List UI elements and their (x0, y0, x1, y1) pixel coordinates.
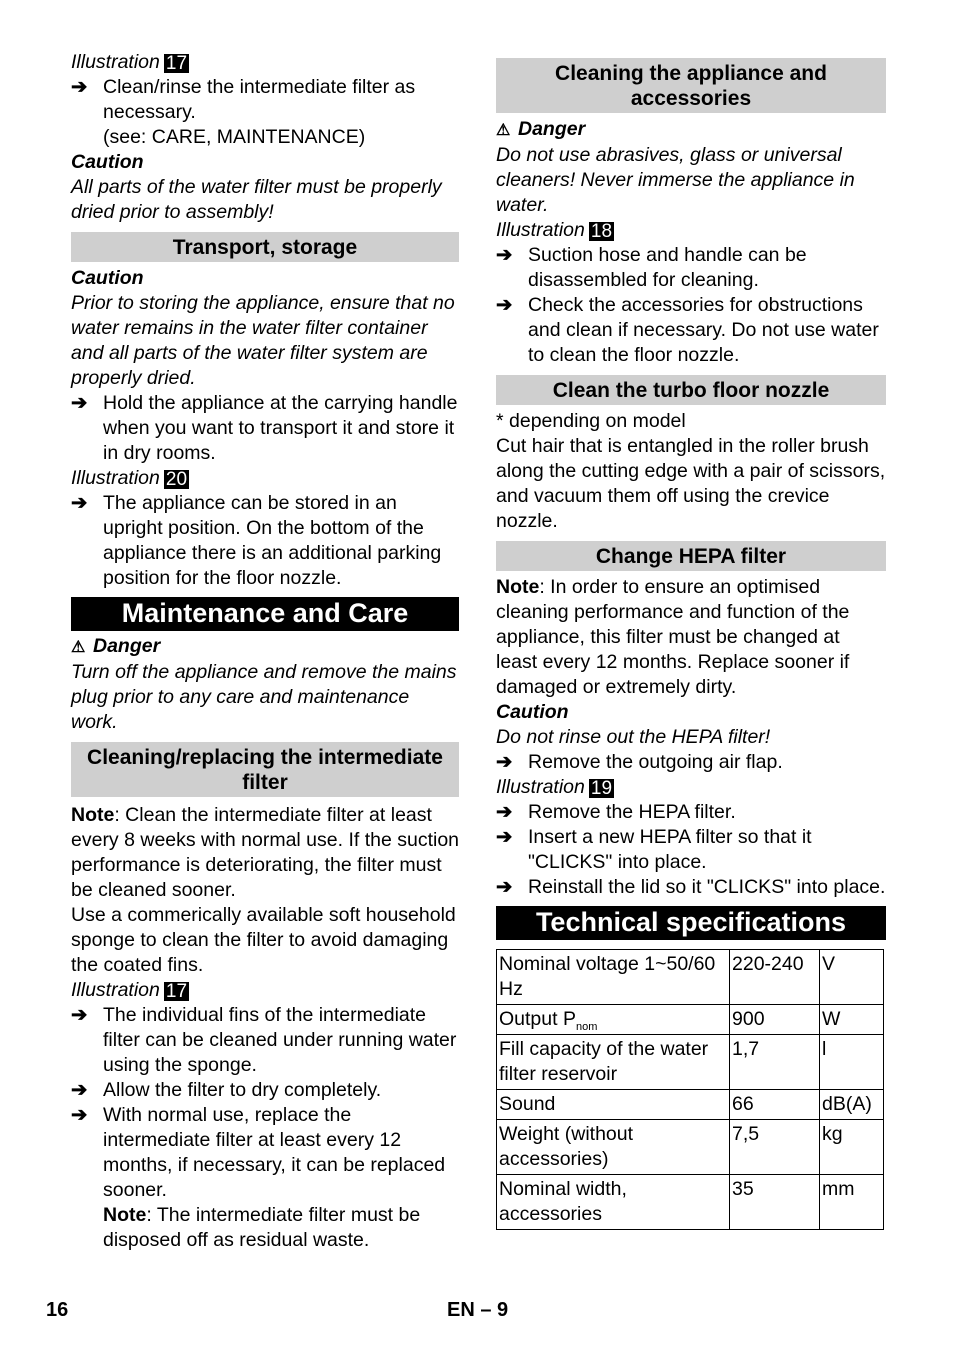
caution-text: Prior to storing the appliance, ensure that no water remains in the water filter container and all parts of the water filter system are properly dried. (71, 292, 455, 389)
spec-name: Fill capacity of the water filter reservoir (497, 1035, 730, 1090)
list-item: ➔ Remove the outgoing air flap. (496, 751, 783, 773)
figure-number: 17 (165, 53, 188, 74)
right-column (496, 50, 886, 1230)
list-item: ➔ The individual fins of the intermediate filter can be cleaned under running water using the sponge. (71, 1004, 457, 1076)
list-item: ➔ Remove the HEPA filter. (496, 801, 736, 823)
language-page-label: EN – 9 (447, 1299, 509, 1321)
table-row (497, 1035, 884, 1090)
list-item: ➔ Check the accessories for obstructions and clean if necessary. Do not use water to clean the floor nozzle. (496, 294, 879, 366)
caution-title: Caution (496, 701, 569, 723)
section-heading-transport: Transport, storage (71, 232, 459, 262)
spec-name: Weight (without accessories) (497, 1120, 730, 1175)
section-heading-cleaning-filter: Cleaning/replacing the intermediate filter (71, 742, 459, 797)
arrow-icon: ➔ (496, 876, 513, 898)
figure-number: 18 (590, 221, 613, 242)
danger-text: Do not use abrasives, glass or universal cleaners! Never immerse the appliance in water. (496, 144, 855, 216)
spec-unit: kg (820, 1120, 884, 1175)
caution-title: Caution (71, 151, 144, 173)
left-column (71, 50, 459, 1253)
danger-title: ⚠ Danger (496, 117, 886, 143)
list-item: ➔ Allow the filter to dry completely. (71, 1079, 382, 1101)
spec-name: Nominal voltage 1~50/60 Hz (497, 950, 730, 1005)
list-item: ➔ The appliance can be stored in an upright position. On the bottom of the appliance there is an additional parking position for the floor nozzle. (71, 492, 442, 589)
spec-unit: V (820, 950, 884, 1005)
arrow-icon: ➔ (496, 244, 513, 266)
arrow-icon: ➔ (71, 1104, 88, 1126)
figure-number: 20 (165, 469, 188, 490)
list-item: ➔ Clean/rinse the intermediate filter as necessary. (see: CARE, MAINTENANCE) (71, 76, 416, 148)
illustration-ref: Illustration 17 (71, 979, 188, 1002)
warning-icon: ⚠ (496, 122, 511, 139)
spec-value: 7,5 (730, 1120, 820, 1175)
section-heading-turbo: Clean the turbo floor nozzle (496, 375, 886, 405)
danger-title: ⚠ Danger (71, 634, 459, 660)
spec-name: Output $P_{nom}$ (497, 1005, 730, 1035)
list-item: ➔ Hold the appliance at the carrying handle when you want to transport it and store it in dry rooms. (71, 392, 458, 464)
spec-name: Nominal width, accessories (497, 1175, 730, 1230)
spec-value: 35 (730, 1175, 820, 1230)
arrow-icon: ➔ (496, 826, 513, 848)
arrow-icon: ➔ (71, 76, 88, 98)
sponge-paragraph: Use a commerically available soft household sponge to clean the filter to avoid damaging the coated fins. (71, 904, 456, 976)
chapter-heading-maintenance: Maintenance and Care (71, 597, 459, 631)
table-row (497, 1120, 884, 1175)
spec-unit: l (820, 1035, 884, 1090)
illustration-ref: Illustration 20 (71, 467, 188, 490)
spec-value: 66 (730, 1090, 820, 1120)
illustration-ref: Illustration 18 (496, 219, 613, 242)
spec-value: 900 (730, 1005, 820, 1035)
section-heading-hepa: Change HEPA filter (496, 541, 886, 571)
table-row (497, 1005, 884, 1035)
arrow-icon: ➔ (71, 1079, 88, 1101)
spec-name: Sound (497, 1090, 730, 1120)
arrow-icon: ➔ (496, 294, 513, 316)
list-item: ➔ Suction hose and handle can be disassembled for cleaning. (496, 244, 807, 291)
cut-hair-paragraph: Cut hair that is entangled in the roller brush along the cutting edge with a pair of scissors, and vacuum them off using the crevice nozzle. (496, 435, 886, 532)
list-item: ➔ Reinstall the lid so it "CLICKS" into place. (496, 876, 886, 898)
arrow-icon: ➔ (496, 801, 513, 823)
spec-value: 220-240 (730, 950, 820, 1005)
arrow-icon: ➔ (71, 392, 88, 414)
spec-unit: W (820, 1005, 884, 1035)
spec-unit: mm (820, 1175, 884, 1230)
depending-note: * depending on model (496, 410, 686, 432)
caution-text: Do not rinse out the HEPA filter! (496, 726, 771, 748)
spec-table (496, 949, 884, 1230)
caution-title: Caution (71, 267, 144, 289)
arrow-icon: ➔ (71, 492, 88, 514)
spec-value: 1,7 (730, 1035, 820, 1090)
illustration-ref: Illustration 17 (71, 51, 188, 74)
arrow-icon: ➔ (71, 1004, 88, 1026)
figure-number: 19 (590, 778, 613, 799)
chapter-heading-technical: Technical specifications (496, 906, 886, 940)
section-heading-cleaning-appliance: Cleaning the appliance and accessories (496, 58, 886, 113)
page-number: 16 (46, 1299, 69, 1321)
list-item: ➔ With normal use, replace the intermediate filter at least every 12 months, if necessary, it can be replaced sooner. Note: The intermediate filter must be disposed off as residual waste. (71, 1104, 446, 1251)
list-item: ➔ Insert a new HEPA filter so that it "CLICKS" into place. (496, 826, 812, 873)
spec-unit: dB(A) (820, 1090, 884, 1120)
danger-text: Turn off the appliance and remove the mains plug prior to any care and maintenance work. (71, 661, 457, 733)
illustration-ref: Illustration 19 (496, 776, 613, 799)
table-row (497, 950, 884, 1005)
warning-icon: ⚠ (71, 639, 86, 656)
table-row (497, 1175, 884, 1230)
arrow-icon: ➔ (496, 751, 513, 773)
figure-number: 17 (165, 981, 188, 1002)
note-paragraph: Note: In order to ensure an optimised cleaning performance and function of the appliance, this filter must be changed at least every 12 months. Replace sooner if damaged or extremely dirty. (496, 576, 850, 698)
caution-text: All parts of the water filter must be properly dried prior to assembly! (71, 176, 442, 223)
table-row (497, 1090, 884, 1120)
note-paragraph: Note: Clean the intermediate filter at least every 8 weeks with normal use. If the suction performance is deteriorating, the filter must be cleaned sooner. (71, 804, 460, 901)
